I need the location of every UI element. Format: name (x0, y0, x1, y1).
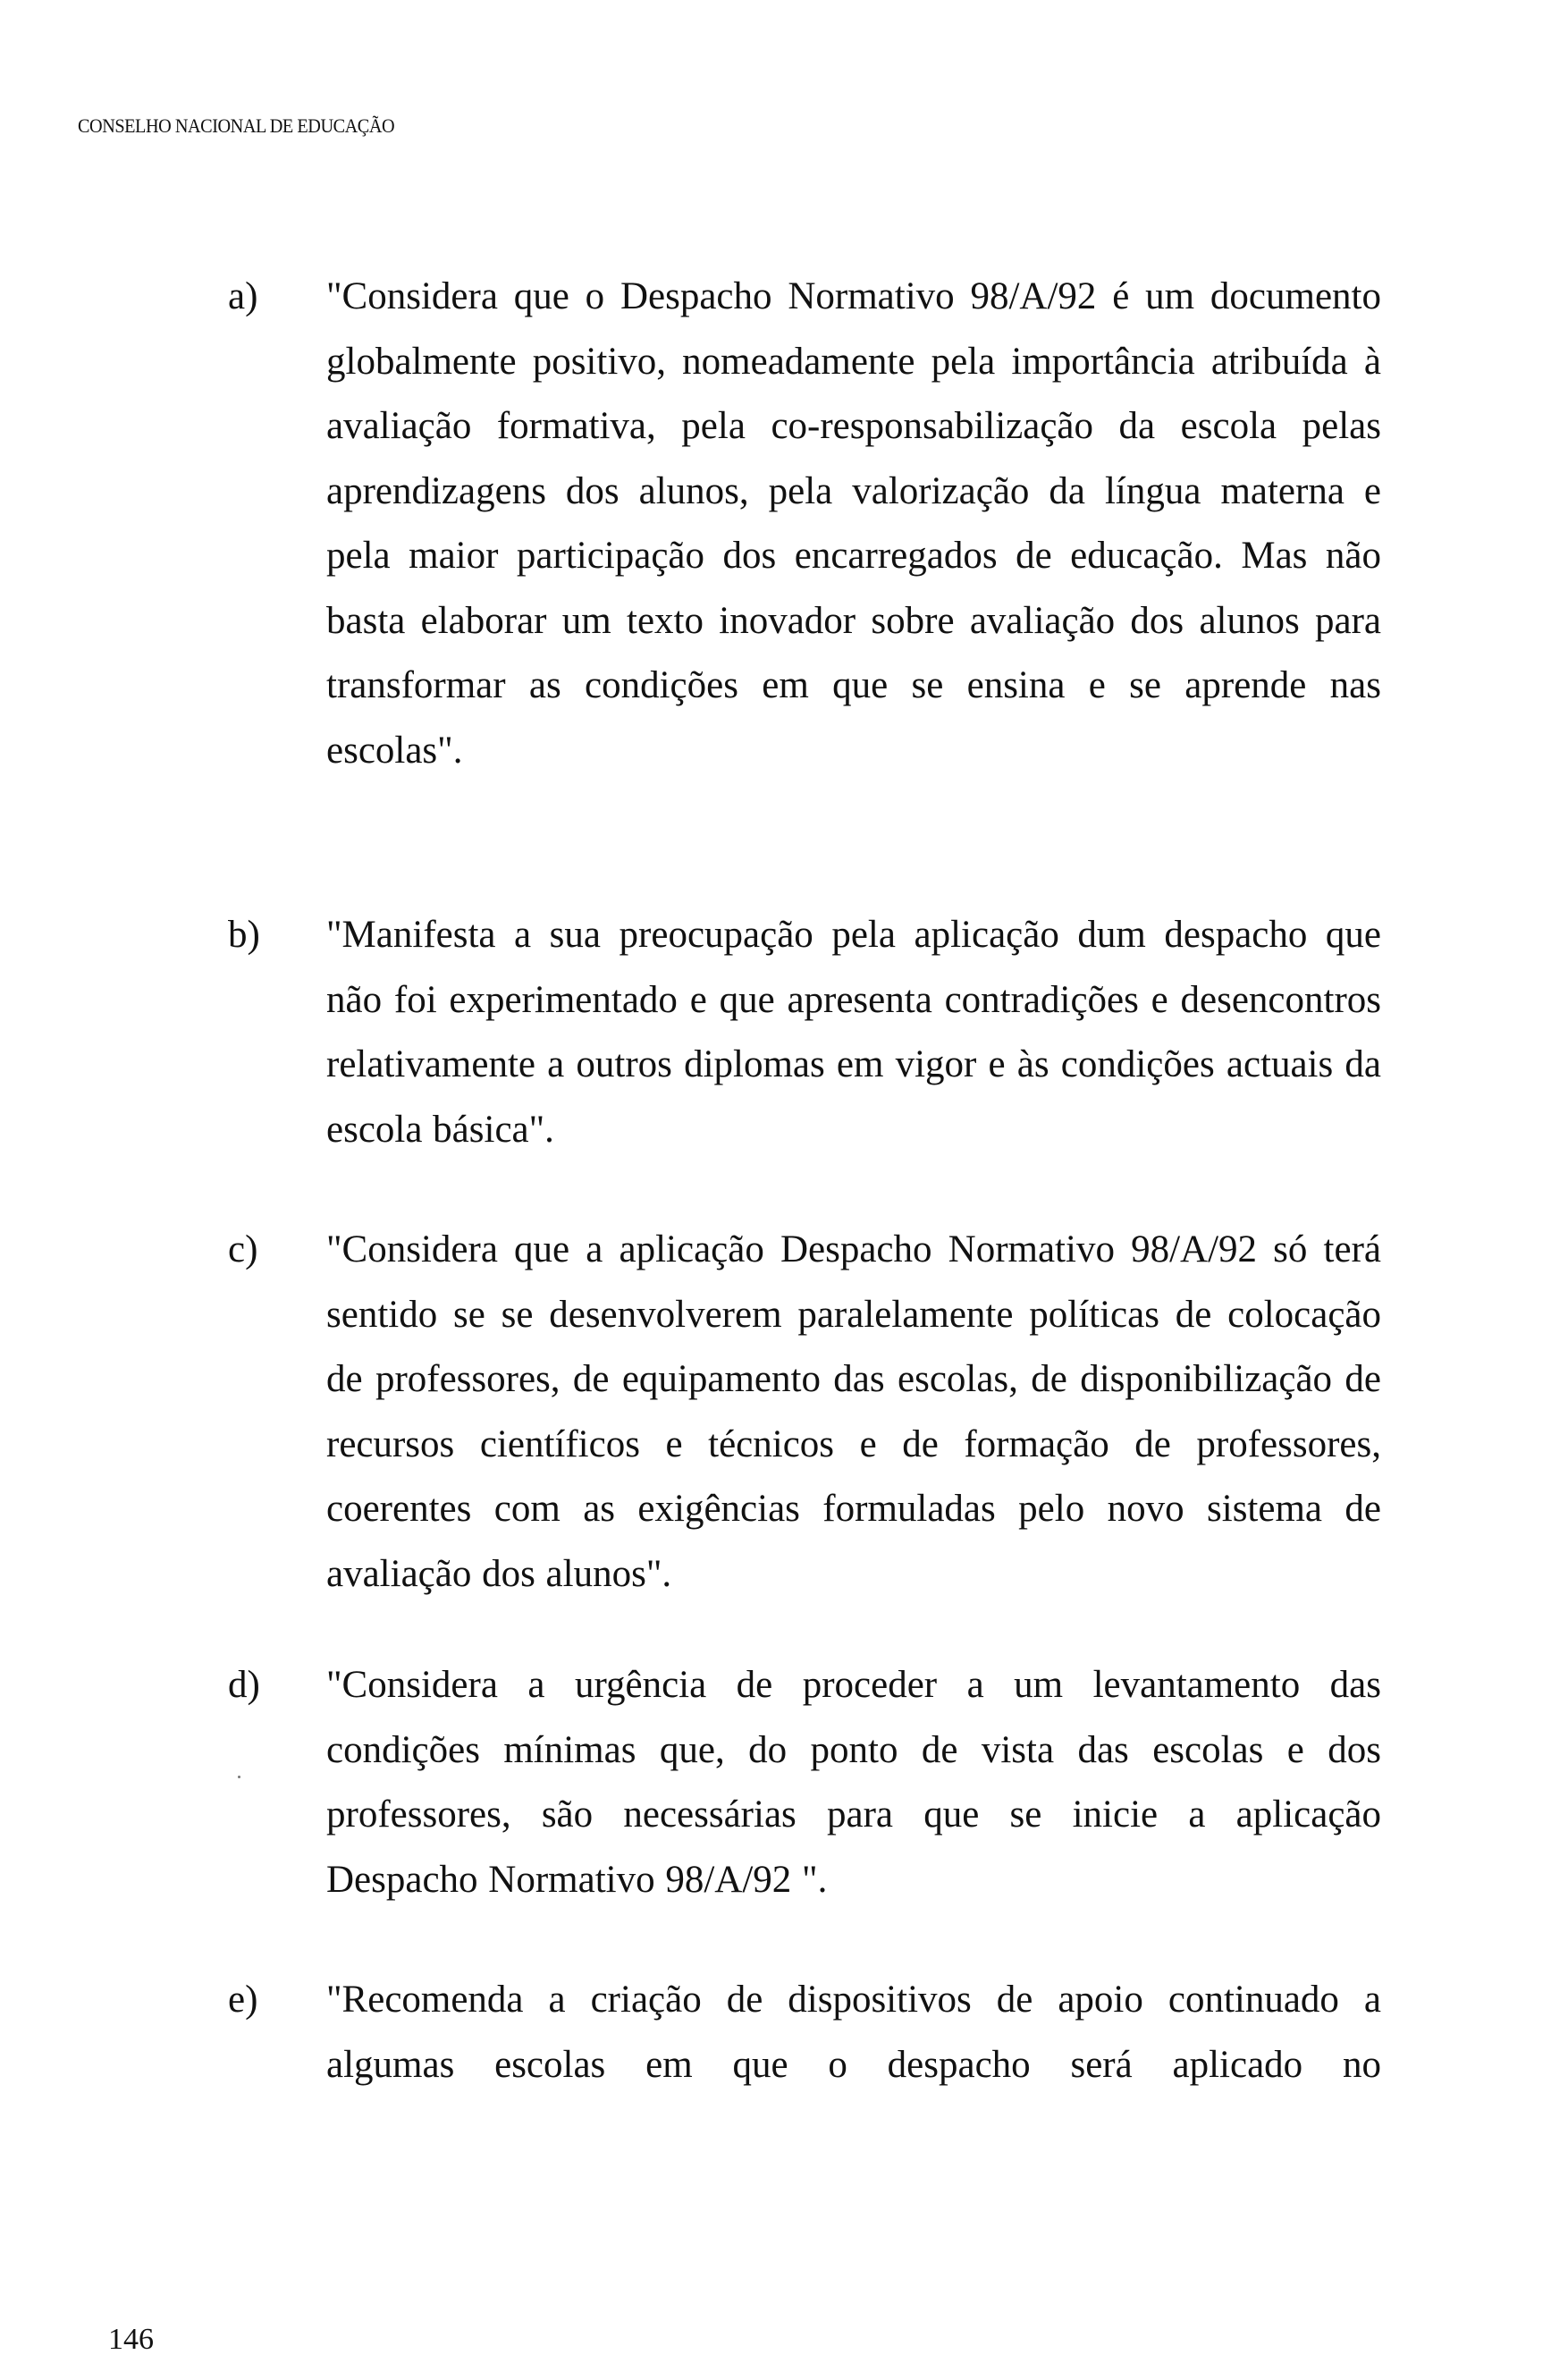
list-item-a (228, 265, 1381, 783)
list-item-e (228, 1968, 1381, 2097)
item-text: "Recomenda a criação de dispositivos de apoio continuado a algumas escolas em que o despacho será aplicado no (326, 1979, 1381, 2086)
item-marker: a) (228, 275, 258, 317)
item-text: "Considera a urgência de proceder a um levantamento das condições mínimas que, do ponto de vista das escolas e dos professores, são necessárias para que se inicie a aplicação Despacho Normativo 98/A/92 ". (326, 1664, 1381, 1901)
item-marker: e) (228, 1979, 258, 2021)
item-text: "Considera que a aplicação Despacho Normativo 98/A/92 só terá sentido se se desenvolverem paralelamente políticas de colocação de professores, de equipamento das escolas, de disponibilização de recursos científicos e técnicos e de formação de professores, coerentes com as exigências formuladas pelo novo sistema de avaliação dos alunos". (326, 1228, 1381, 1595)
item-marker: c) (228, 1228, 258, 1270)
list-item-d (228, 1653, 1381, 1912)
list-item-b (228, 903, 1381, 1162)
running-header: CONSELHO NACIONAL DE EDUCAÇÃO (78, 114, 395, 137)
item-marker: b) (228, 914, 260, 956)
item-marker: d) (228, 1664, 260, 1706)
scan-speck (238, 1776, 240, 1778)
list-item-c (228, 1218, 1381, 1607)
item-text: "Considera que o Despacho Normativo 98/A/92 é um documento globalmente positivo, nomeadamente pela importância atribuída à avaliação formativa, pela co-responsabilização da escola pelas aprendizagens dos alunos, pela valorização da língua materna e pela maior participação dos encarregados de educação. Mas não basta elaborar um texto inovador sobre avaliação dos alunos para transformar as condições em que se ensina e se aprende nas escolas". (326, 275, 1381, 772)
page-number: 146 (108, 2323, 154, 2356)
item-text: "Manifesta a sua preocupação pela aplicação dum despacho que não foi experimentado e que apresenta contradições e desencontros relativamente a outros diplomas em vigor e às condições actuais da escola básica". (326, 914, 1381, 1151)
